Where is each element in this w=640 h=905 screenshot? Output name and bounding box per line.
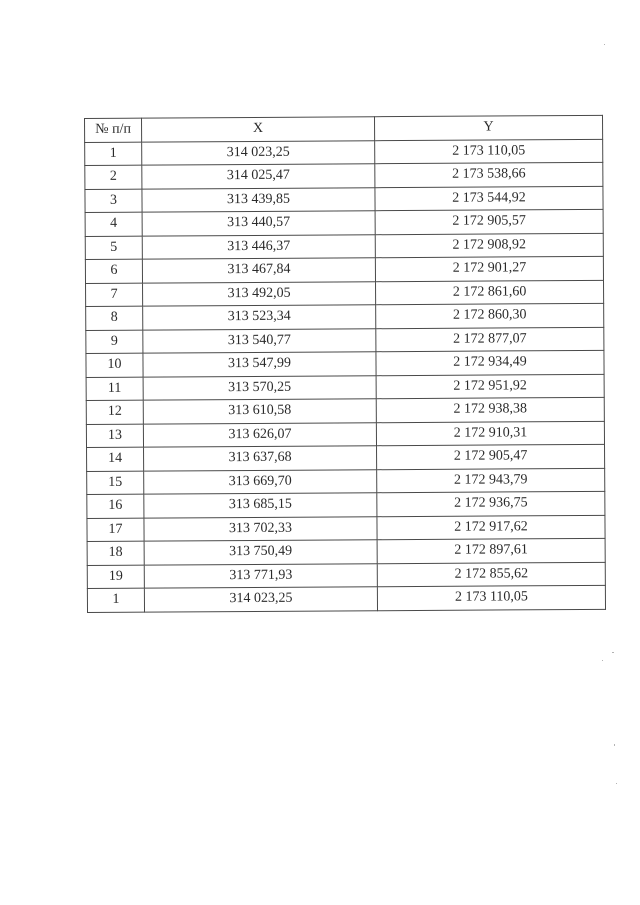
row-number-cell: 3 [85,189,142,213]
y-coordinate-cell: 2 173 544,92 [375,186,603,211]
row-number-cell: 2 [85,165,142,189]
x-coordinate-cell: 313 439,85 [142,187,375,212]
table-row [86,397,604,424]
row-number-cell: 4 [85,212,142,236]
y-coordinate-cell: 2 172 901,27 [375,256,603,281]
row-number-cell: 18 [87,541,144,565]
y-coordinate-cell: 2 173 110,05 [375,139,603,164]
header-x: X [142,117,375,142]
x-coordinate-cell: 313 610,58 [143,399,376,424]
scan-speck [616,783,617,784]
table-row [86,421,604,448]
y-coordinate-cell: 2 172 877,07 [376,327,604,352]
header-number: № п/п [85,118,142,142]
row-number-cell: 10 [86,353,143,377]
table-row [87,562,605,589]
table-row [86,327,604,354]
table-row [85,209,603,236]
y-coordinate-cell: 2 172 897,61 [377,538,605,563]
row-number-cell: 6 [85,259,142,283]
x-coordinate-cell: 313 771,93 [144,563,377,588]
table-row [87,444,605,471]
row-number-cell: 16 [87,494,144,518]
header-row [85,115,603,142]
x-coordinate-cell: 313 637,68 [144,446,377,471]
table-row [86,350,604,377]
table-row [85,162,603,189]
scan-speck [614,744,615,746]
y-coordinate-cell: 2 172 951,92 [376,374,604,399]
row-number-cell: 7 [86,283,143,307]
row-number-cell: 8 [86,306,143,330]
row-number-cell: 11 [86,377,143,401]
table-row [85,139,603,166]
table-row [85,186,603,213]
y-coordinate-cell: 2 172 943,79 [377,468,605,493]
scan-speck [604,44,605,45]
x-coordinate-cell: 314 025,47 [142,164,375,189]
table-row [87,538,605,565]
x-coordinate-cell: 313 570,25 [143,375,376,400]
scan-speck [612,652,614,653]
x-coordinate-cell: 313 626,07 [143,422,376,447]
table-row [87,585,605,612]
table-body [85,139,606,612]
y-coordinate-cell: 2 172 910,31 [376,421,604,446]
table-header [85,115,603,142]
x-coordinate-cell: 313 702,33 [144,516,377,541]
x-coordinate-cell: 313 540,77 [143,328,376,353]
x-coordinate-cell: 313 750,49 [144,540,377,565]
x-coordinate-cell: 314 023,25 [144,587,377,612]
header-y: Y [374,115,602,140]
y-coordinate-cell: 2 173 538,66 [375,162,603,187]
y-coordinate-cell: 2 172 934,49 [376,350,604,375]
table-row [86,280,604,307]
row-number-cell: 13 [86,424,143,448]
x-coordinate-cell: 313 446,37 [142,234,375,259]
y-coordinate-cell: 2 172 908,92 [375,233,603,258]
y-coordinate-cell: 2 172 938,38 [376,397,604,422]
row-number-cell: 15 [87,471,144,495]
x-coordinate-cell: 313 467,84 [142,258,375,283]
table-row [87,515,605,542]
table-row [86,303,604,330]
row-number-cell: 17 [87,518,144,542]
table-row [87,491,605,518]
table-row [85,256,603,283]
row-number-cell: 14 [87,447,144,471]
y-coordinate-cell: 2 172 917,62 [377,515,605,540]
y-coordinate-cell: 2 172 936,75 [377,491,605,516]
table-row [86,374,604,401]
y-coordinate-cell: 2 172 905,57 [375,209,603,234]
row-number-cell: 1 [85,142,142,166]
x-coordinate-cell: 313 669,70 [144,469,377,494]
y-coordinate-cell: 2 172 861,60 [376,280,604,305]
x-coordinate-cell: 313 547,99 [143,352,376,377]
table-row [87,468,605,495]
scan-speck [602,660,603,661]
table-row [85,233,603,260]
row-number-cell: 12 [86,400,143,424]
row-number-cell: 5 [85,236,142,260]
x-coordinate-cell: 313 492,05 [143,281,376,306]
x-coordinate-cell: 313 523,34 [143,305,376,330]
y-coordinate-cell: 2 172 855,62 [377,562,605,587]
coordinates-table [84,115,606,613]
x-coordinate-cell: 314 023,25 [142,140,375,165]
y-coordinate-cell: 2 172 860,30 [376,303,604,328]
row-number-cell: 1 [87,588,144,612]
x-coordinate-cell: 313 685,15 [144,493,377,518]
row-number-cell: 9 [86,330,143,354]
x-coordinate-cell: 313 440,57 [142,211,375,236]
y-coordinate-cell: 2 173 110,05 [377,585,605,610]
y-coordinate-cell: 2 172 905,47 [377,444,605,469]
row-number-cell: 19 [87,565,144,589]
